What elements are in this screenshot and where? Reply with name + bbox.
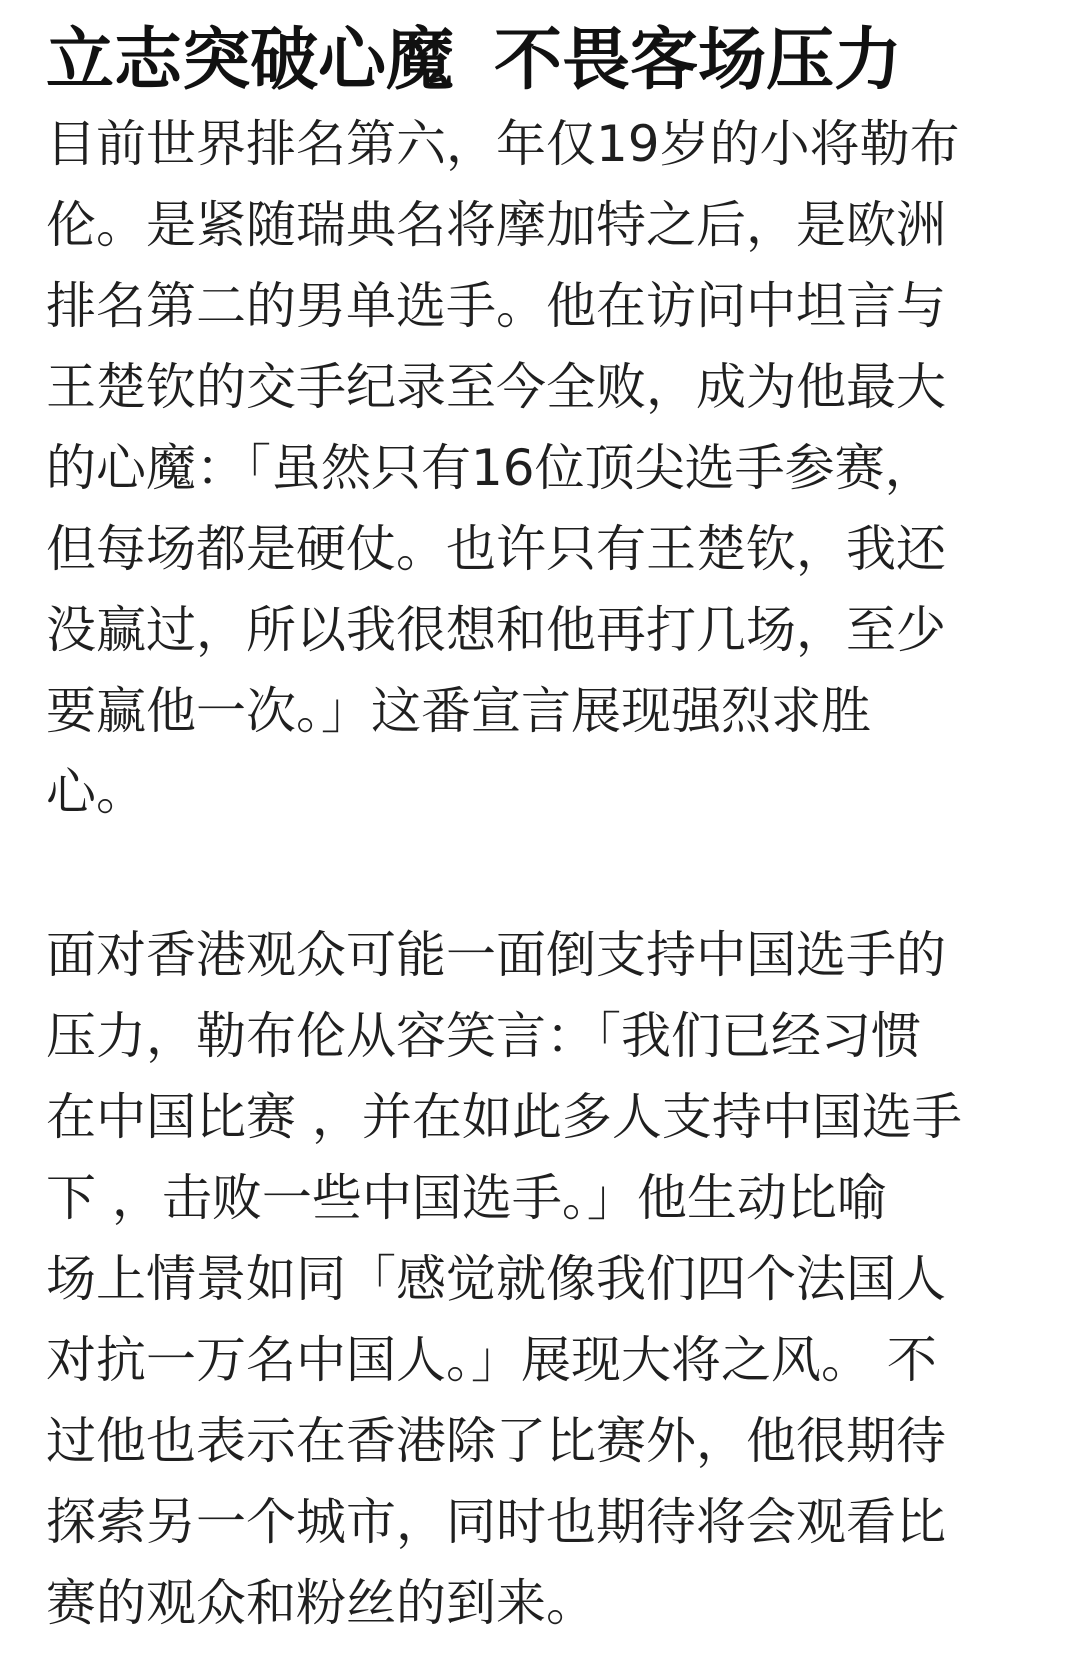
paragraph-line: 目前世界排名第六，年仅19岁的小将勒布 (46, 115, 960, 173)
paragraph-line: 在中国比赛 ，并在如此多人支持中国选手 (46, 1088, 962, 1146)
paragraph-line: 要赢他一次。」这番宣言展现强烈求胜 (46, 682, 871, 740)
paragraph-line: 下 ，击败一些中国选手。」他生动比喻 (46, 1169, 887, 1227)
paragraph-2 (46, 915, 1046, 1644)
paragraph-line: 心。 (46, 763, 146, 821)
paragraph-line: 但每场都是硬仗。也许只有王楚钦，我还 (46, 520, 946, 578)
paragraph-line: 对抗一万名中国人。」展现大将之风。 不 (46, 1331, 937, 1389)
paragraph-line: 伦。是紧随瑞典名将摩加特之后，是欧洲 (46, 196, 946, 254)
paragraph-line: 探索另一个城市，同时也期待将会观看比 (46, 1493, 946, 1551)
headline-part-1: 立志突破心魔 (46, 21, 455, 100)
paragraph-line: 没赢过，所以我很想和他再打几场，至少 (46, 601, 946, 659)
paragraph-line: 的心魔：「虽然只有16位顶尖选手参赛， (46, 439, 935, 497)
paragraph-line: 排名第二的男单选手。他在访问中坦言与 (46, 277, 946, 335)
paragraph-line: 王楚钦的交手纪录至今全败，成为他最大 (46, 358, 946, 416)
paragraph-line: 面对香港观众可能一面倒支持中国选手的 (46, 926, 946, 984)
paragraph-line: 压力，勒布伦从容笑言：「我们已经习惯 (46, 1007, 921, 1065)
article (46, 18, 1046, 1644)
paragraph-line: 过他也表示在香港除了比赛外，他很期待 (46, 1412, 946, 1470)
headline-part-2: 不畏客场压力 (494, 21, 903, 100)
paragraph-1 (46, 104, 1046, 833)
headline (46, 18, 1046, 104)
paragraph-line: 场上情景如同「感觉就像我们四个法国人 (46, 1250, 946, 1308)
paragraph-line: 赛的观众和粉丝的到来。 (46, 1574, 596, 1632)
